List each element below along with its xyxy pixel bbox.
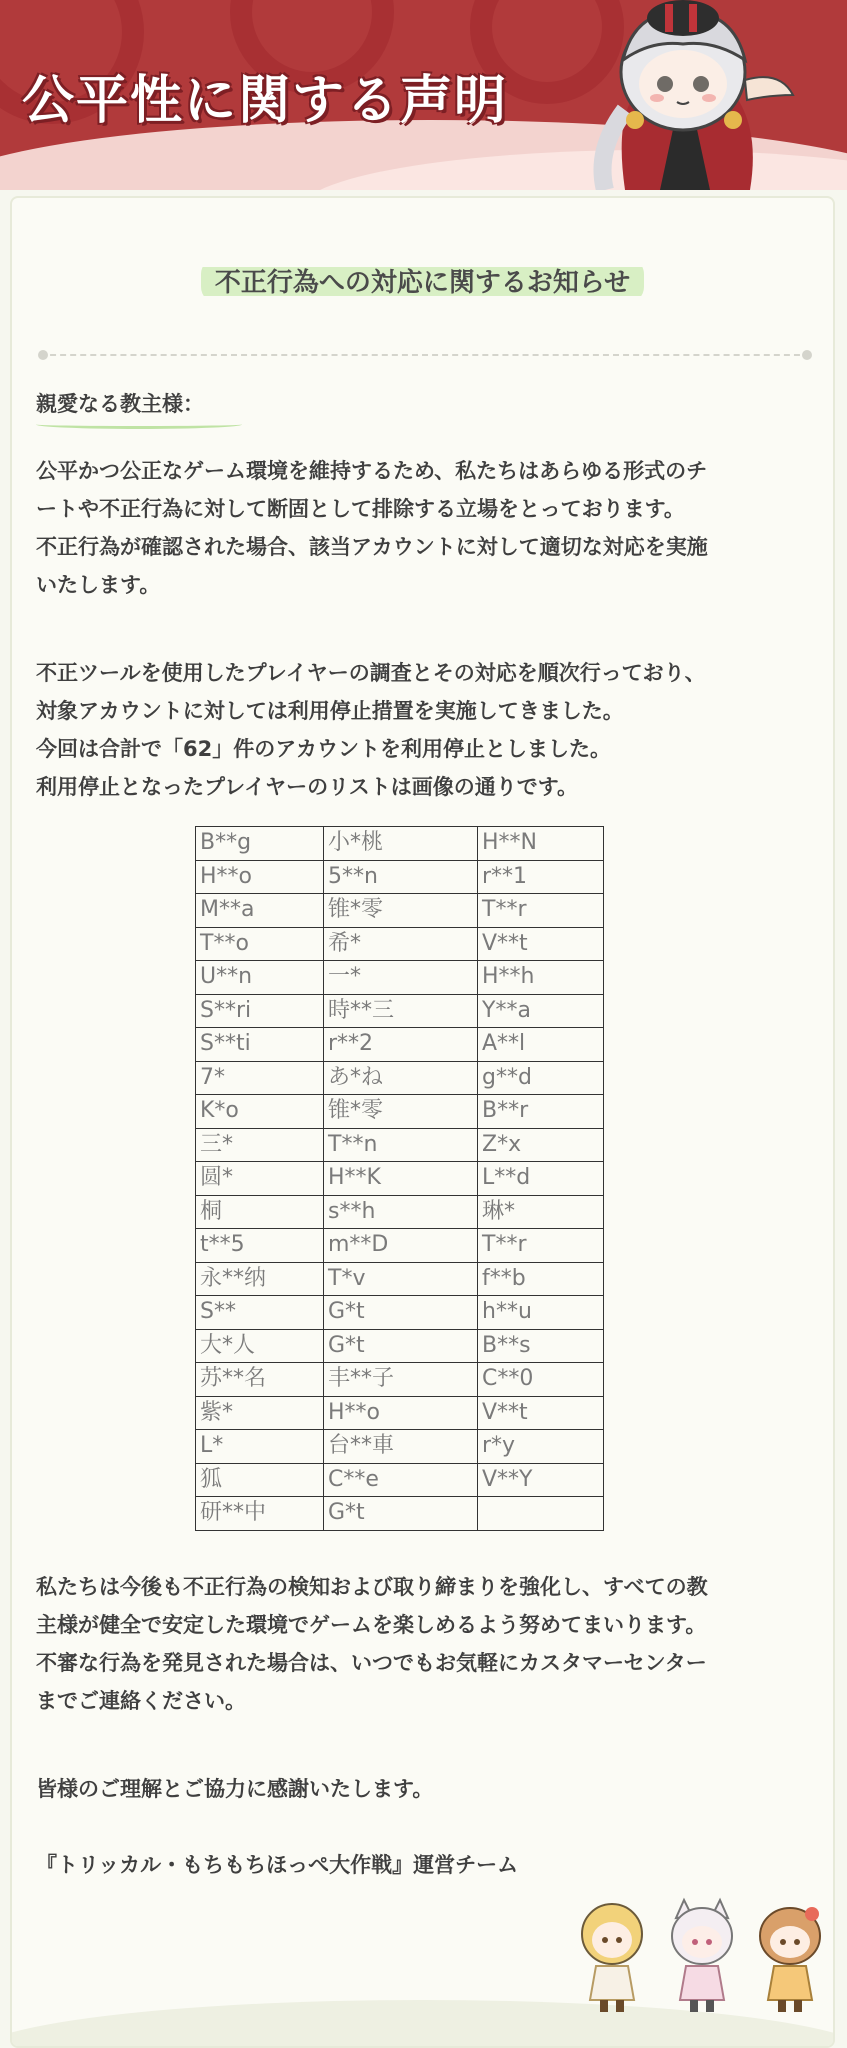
table-cell: 希* [324,927,478,961]
table-cell: 锥*零 [324,1095,478,1129]
table-cell: あ*ね [324,1061,478,1095]
table-row [196,1162,604,1196]
banned-accounts-table-wrapper [195,826,604,1531]
paragraph-line: 私たちは今後も不正行為の検知および取り締まりを強化し、すべての教 [36,1575,708,1599]
signature-text: 『トリッカル・もちもちほっぺ大作戦』運営チーム [36,1853,519,1877]
table-row [196,1095,604,1129]
table-cell: K*o [196,1095,324,1129]
paragraph-commitment [36,1568,816,1720]
table-cell: 苏**名 [196,1363,324,1397]
table-cell: 丰**子 [324,1363,478,1397]
table-cell: S**ti [196,1028,324,1062]
banned-accounts-table [195,826,604,1531]
chibi-character-white-cat-illustration [662,1896,742,2016]
table-cell: B**r [478,1095,604,1129]
table-cell: 小*桃 [324,827,478,861]
table-cell [478,1497,604,1531]
table-cell: C**e [324,1463,478,1497]
table-cell: Y**a [478,994,604,1028]
table-row [196,1262,604,1296]
table-row [196,927,604,961]
table-cell: H**N [478,827,604,861]
table-cell: H**K [324,1162,478,1196]
table-cell: s**h [324,1195,478,1229]
table-cell: Z*x [478,1128,604,1162]
table-cell: H**o [196,860,324,894]
table-cell: B**g [196,827,324,861]
table-cell: 锥*零 [324,894,478,928]
table-row [196,1296,604,1330]
table-cell: r**2 [324,1028,478,1062]
greeting-underline [36,420,242,429]
table-cell: H**h [478,961,604,995]
paragraph-line: 公平かつ公正なゲーム環境を維持するため、私たちはあらゆる形式のチ [36,459,708,483]
table-cell: g**d [478,1061,604,1095]
table-row [196,1229,604,1263]
paragraph-line: 不正ツールを使用したプレイヤーの調査とその対応を順次行っており、 [36,661,706,685]
table-cell: r**1 [478,860,604,894]
table-row [196,1396,604,1430]
table-cell: V**Y [478,1463,604,1497]
table-cell: V**t [478,927,604,961]
table-cell: r*y [478,1430,604,1464]
table-cell: B**s [478,1329,604,1363]
notice-heading: 不正行為への対応に関するお知らせ [201,258,644,303]
table-cell: h**u [478,1296,604,1330]
dashed-divider [40,354,810,356]
table-cell: 時**三 [324,994,478,1028]
table-cell: T*v [324,1262,478,1296]
banner-title: 公平性に関する声明 [22,71,509,131]
table-cell: A**l [478,1028,604,1062]
table-cell: L**d [478,1162,604,1196]
table-cell: C**0 [478,1363,604,1397]
table-row [196,1061,604,1095]
table-cell: 5**n [324,860,478,894]
table-cell: G*t [324,1497,478,1531]
notice-card [10,196,835,2048]
divider-dot [802,350,812,360]
table-cell: 大*人 [196,1329,324,1363]
table-cell: T**r [478,894,604,928]
paragraph-line: 対象アカウントに対しては利用停止措置を実施してきました。 [36,699,624,723]
table-cell: 研**中 [196,1497,324,1531]
table-row [196,1430,604,1464]
thanks-text: 皆様のご理解とご協力に感謝いたします。 [36,1777,434,1801]
paragraph-investigation [36,654,816,806]
paragraph-line: 不正行為が確認された場合、該当アカウントに対して適切な対応を実施 [36,535,708,559]
table-cell: S** [196,1296,324,1330]
table-row [196,994,604,1028]
table-row [196,827,604,861]
paragraph-line: 今回は合計で「62」件のアカウントを利用停止としました。 [36,737,612,761]
paragraph-line: ートや不正行為に対して断固として排除する立場をとっております。 [36,497,685,521]
chibi-character-brown-illustration [750,1896,830,2016]
chibi-character-blonde-illustration [572,1896,652,2016]
table-cell: T**r [478,1229,604,1263]
paragraph-line: いたします。 [36,573,161,597]
table-cell: 7* [196,1061,324,1095]
table-row [196,1497,604,1531]
table-cell: G*t [324,1329,478,1363]
table-cell: m**D [324,1229,478,1263]
greeting: 親愛なる教主様： [36,392,204,416]
table-row [196,1195,604,1229]
table-cell: 一* [324,961,478,995]
table-cell: 永**纳 [196,1262,324,1296]
table-cell: U**n [196,961,324,995]
table-cell: G*t [324,1296,478,1330]
paragraph-line: 不審な行為を発見された場合は、いつでもお気軽にカスタマーセンター [36,1651,707,1675]
table-row [196,1128,604,1162]
paragraph-line: 利用停止となったプレイヤーのリストは画像の通りです。 [36,775,579,799]
table-cell: 狐 [196,1463,324,1497]
divider-dot [38,350,48,360]
table-cell: 三* [196,1128,324,1162]
table-row [196,1028,604,1062]
table-cell: L* [196,1430,324,1464]
table-cell: 紫* [196,1396,324,1430]
table-row [196,1329,604,1363]
table-row [196,1463,604,1497]
mascot-character-illustration [565,0,795,190]
paragraph-policy [36,452,816,604]
table-row [196,894,604,928]
table-cell: T**o [196,927,324,961]
table-cell: V**t [478,1396,604,1430]
table-row [196,961,604,995]
table-cell: 台**車 [324,1430,478,1464]
table-cell: S**ri [196,994,324,1028]
table-cell: f**b [478,1262,604,1296]
table-cell: T**n [324,1128,478,1162]
table-row [196,860,604,894]
table-row [196,1363,604,1397]
table-cell: 圆* [196,1162,324,1196]
table-cell: H**o [324,1396,478,1430]
paragraph-line: までご連絡ください。 [36,1689,246,1713]
table-cell: t**5 [196,1229,324,1263]
table-cell: 桐 [196,1195,324,1229]
header-banner [0,0,847,190]
paragraph-line: 主様が健全で安定した環境でゲームを楽しめるよう努めてまいります。 [36,1613,707,1637]
table-cell: M**a [196,894,324,928]
table-cell: 琳* [478,1195,604,1229]
